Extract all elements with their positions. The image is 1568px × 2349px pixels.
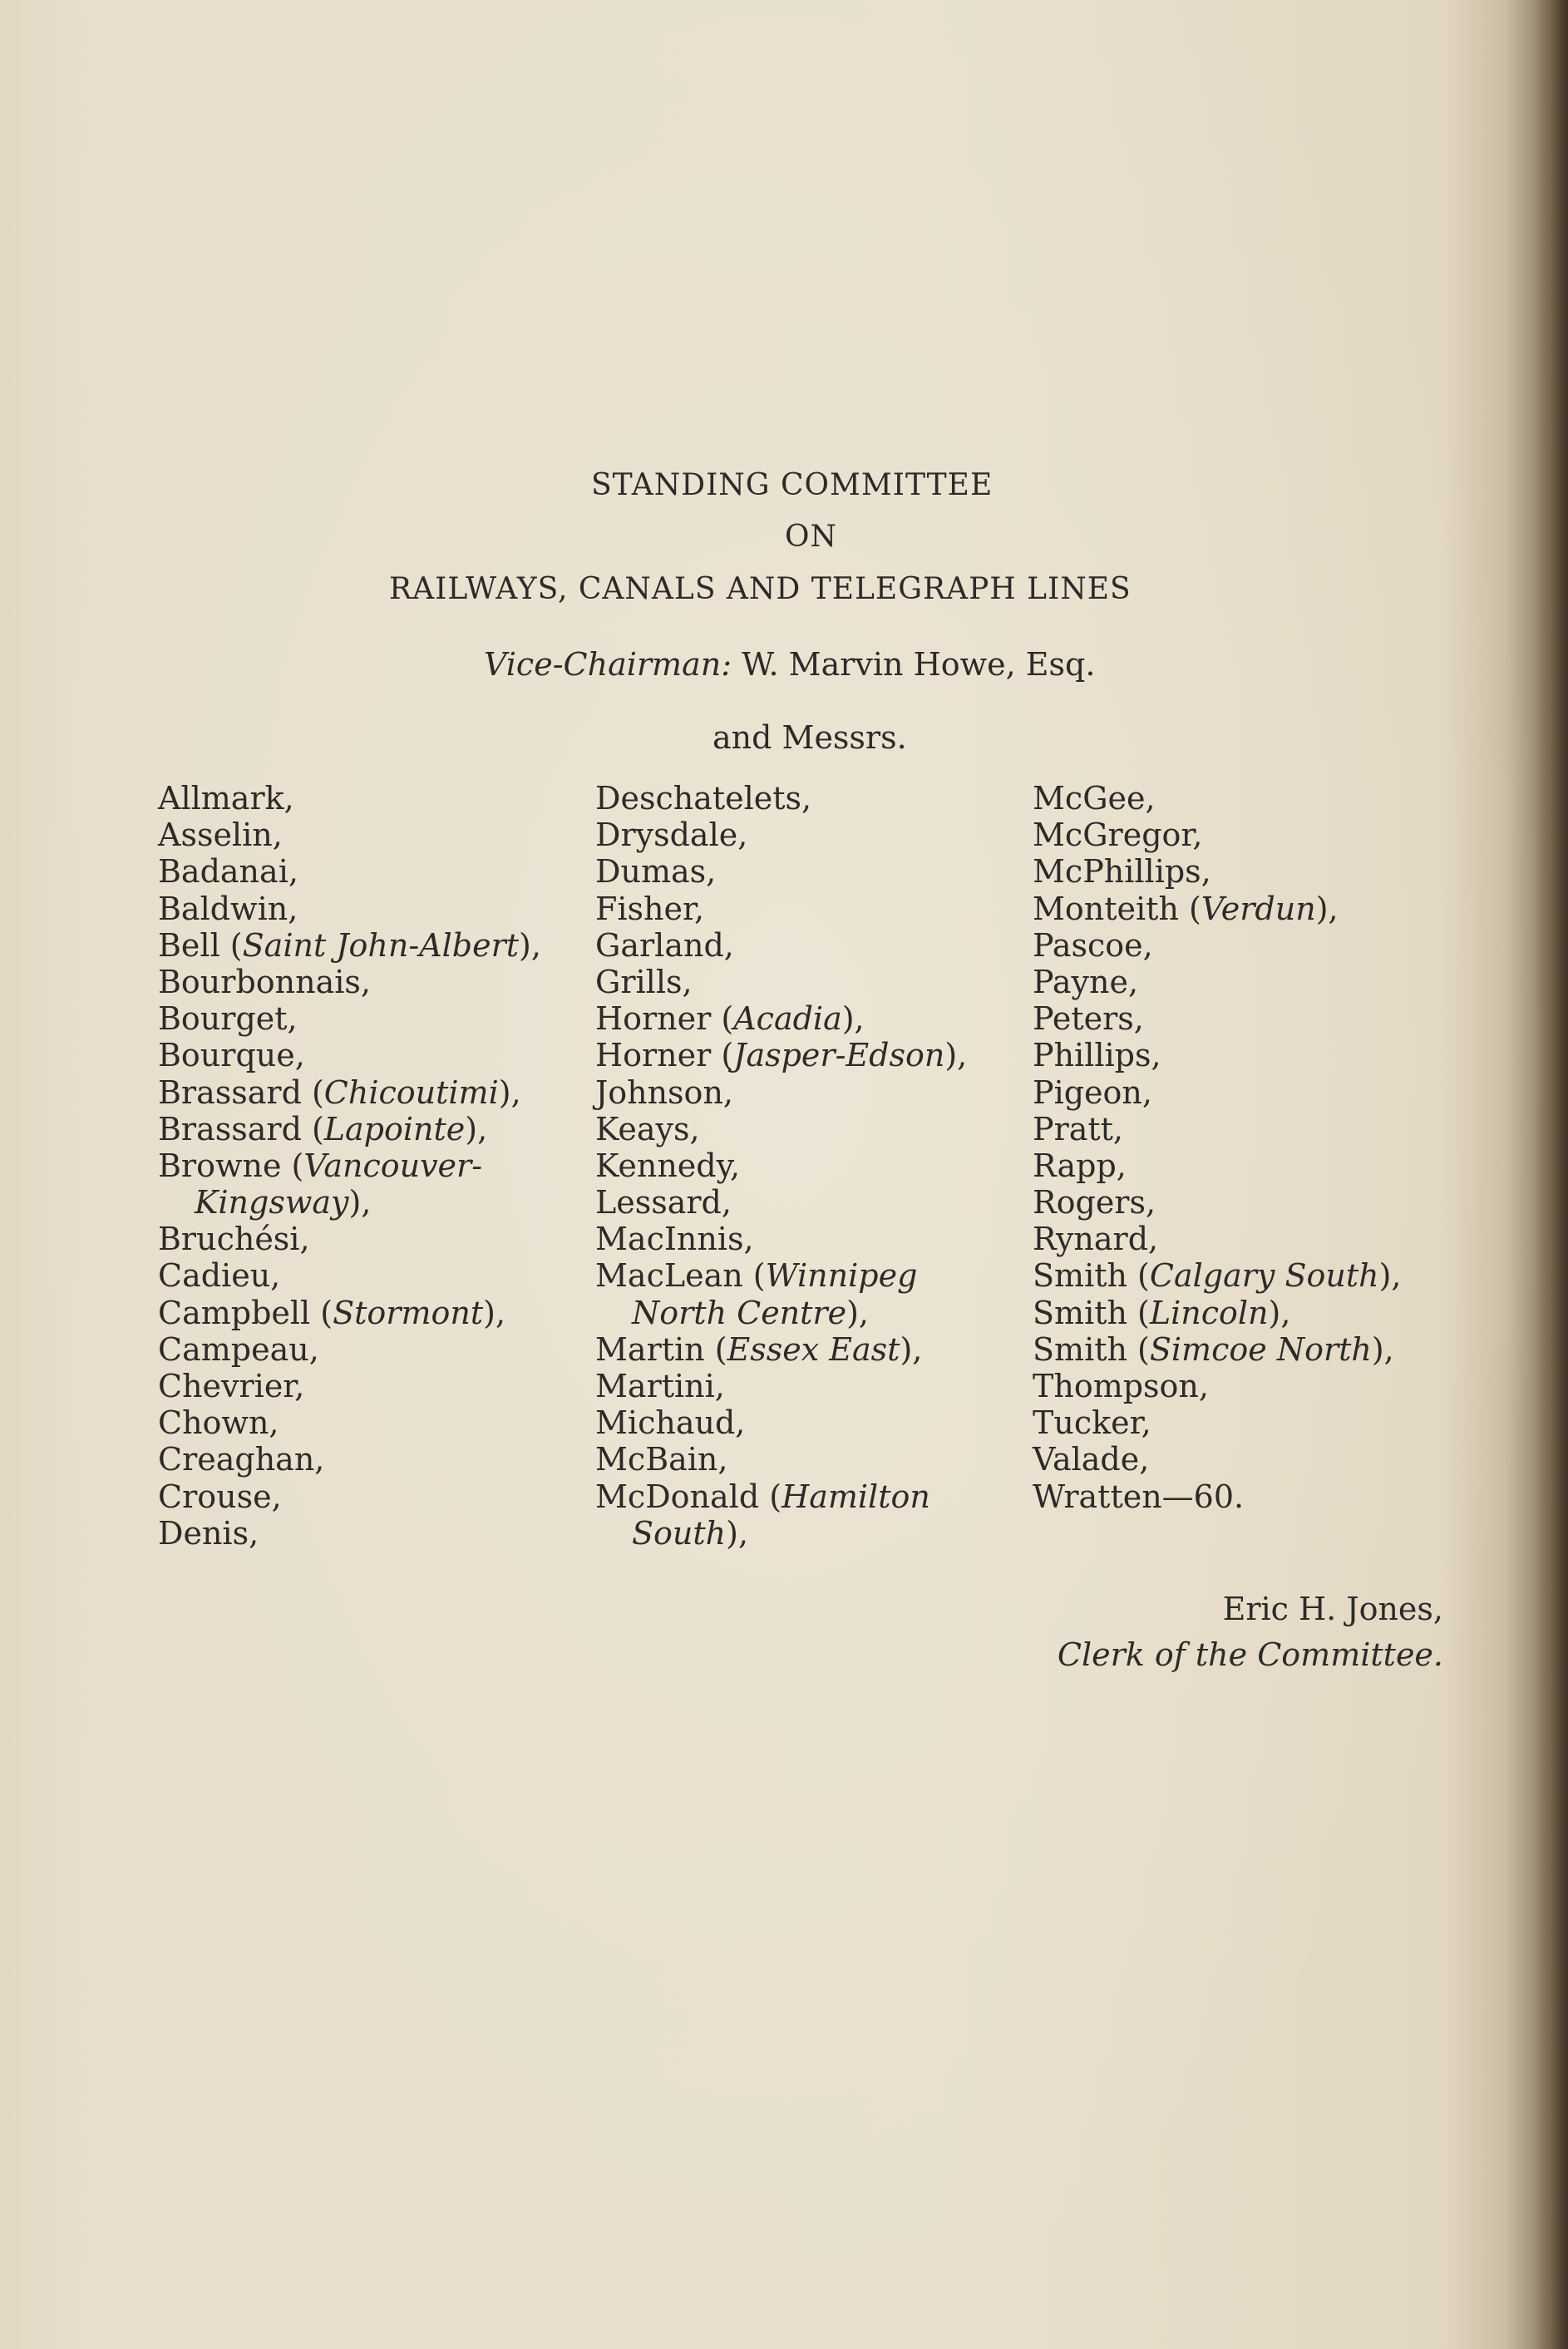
member-name: Deschatelets, <box>595 780 812 817</box>
member-punctuation: ), <box>483 1294 506 1331</box>
member-name: Allmark, <box>158 780 294 817</box>
member-name: Johnson, <box>595 1073 733 1111</box>
member-entry <box>158 1037 541 1073</box>
member-entry <box>595 1111 967 1147</box>
member-riding: Jasper-Edson <box>733 1037 945 1074</box>
member-riding: Hamilton <box>782 1478 930 1515</box>
member-punctuation: ), <box>944 1037 968 1074</box>
member-entry <box>1033 1478 1402 1515</box>
member-column-2 <box>595 780 967 1552</box>
member-name: Martini, <box>595 1368 725 1404</box>
member-name: Cadieu, <box>158 1257 281 1295</box>
clerk-name: Eric H. Jones, <box>1222 1591 1443 1627</box>
member-entry <box>595 1368 967 1404</box>
member-name: Smith ( <box>1033 1257 1150 1295</box>
member-name: Crouse, <box>158 1478 282 1515</box>
member-entry <box>158 1257 541 1294</box>
member-riding: Lapointe <box>323 1110 466 1147</box>
member-entry <box>595 1147 967 1184</box>
member-name: Garland, <box>595 926 734 964</box>
member-entry <box>158 780 541 817</box>
member-name: Pratt, <box>1033 1110 1124 1147</box>
member-entry <box>595 1000 967 1037</box>
member-name: Dumas, <box>595 853 717 891</box>
member-riding: South <box>632 1514 727 1552</box>
member-entry <box>595 1515 967 1552</box>
member-name: Brassard ( <box>158 1110 324 1147</box>
vice-chairman-label: Vice-Chairman: <box>484 646 732 683</box>
member-name: Rapp, <box>1033 1147 1127 1184</box>
member-entry <box>158 964 541 1000</box>
member-name: Chown, <box>158 1404 279 1442</box>
member-name: Bourque, <box>158 1037 305 1074</box>
member-name: Wratten—60. <box>1033 1478 1245 1515</box>
member-entry <box>158 1478 541 1515</box>
member-column-1 <box>158 780 541 1552</box>
member-name: Kennedy, <box>595 1147 741 1184</box>
member-name: Payne, <box>1033 963 1139 1000</box>
member-punctuation: ), <box>846 1294 869 1331</box>
member-name: Brassard ( <box>158 1073 324 1111</box>
heading-line-3: RAILWAYS, CANALS AND TELEGRAPH LINES <box>389 572 1132 606</box>
member-entry <box>158 1184 541 1221</box>
member-name: Fisher, <box>595 890 705 927</box>
member-entry <box>595 1037 967 1073</box>
member-entry <box>1033 891 1402 927</box>
member-name: MacLean ( <box>595 1257 766 1295</box>
member-column-3 <box>1033 780 1402 1515</box>
member-entry <box>158 1515 541 1552</box>
member-name: Creaghan, <box>158 1441 325 1478</box>
member-entry <box>158 1404 541 1441</box>
member-name: McPhillips, <box>1033 853 1211 891</box>
member-riding: Verdun <box>1201 890 1316 927</box>
member-riding: Essex East <box>727 1330 900 1368</box>
member-entry <box>1033 1000 1402 1037</box>
member-punctuation: ), <box>841 1000 865 1038</box>
member-name: Horner ( <box>595 1037 734 1074</box>
member-entry <box>1033 1184 1402 1221</box>
member-name: Monteith ( <box>1033 890 1201 927</box>
member-name: MacInnis, <box>595 1221 754 1258</box>
member-entry <box>595 853 967 890</box>
member-entry <box>595 964 967 1000</box>
member-entry <box>595 817 967 853</box>
and-messrs: and Messrs. <box>713 719 907 756</box>
member-entry <box>158 1441 541 1478</box>
member-entry <box>158 1000 541 1037</box>
member-entry <box>1033 927 1402 964</box>
member-riding: Lincoln <box>1149 1294 1269 1331</box>
member-punctuation: ), <box>900 1330 923 1368</box>
member-entry <box>158 1074 541 1111</box>
member-name: Chevrier, <box>158 1368 305 1404</box>
member-name: Bruchési, <box>158 1221 310 1258</box>
member-name: McGee, <box>1033 780 1156 817</box>
member-name: Rogers, <box>1033 1184 1156 1221</box>
member-name: Baldwin, <box>158 890 298 927</box>
member-name: Phillips, <box>1033 1037 1161 1074</box>
member-name: Asselin, <box>158 817 283 854</box>
member-entry <box>158 1221 541 1257</box>
member-entry <box>1033 1221 1402 1257</box>
member-name: Rynard, <box>1033 1221 1159 1258</box>
member-entry <box>1033 780 1402 817</box>
member-name: Badanai, <box>158 853 298 891</box>
member-riding: Kingsway <box>195 1184 349 1221</box>
member-entry <box>595 1478 967 1515</box>
member-name: Pigeon, <box>1033 1073 1152 1111</box>
member-name: Valade, <box>1033 1441 1150 1478</box>
page-edge-shadow <box>1535 0 1568 2349</box>
member-name: Smith ( <box>1033 1330 1150 1368</box>
member-entry <box>158 1368 541 1404</box>
member-name: Denis, <box>158 1514 259 1552</box>
member-punctuation: ), <box>498 1073 521 1111</box>
member-punctuation: ), <box>1268 1294 1291 1331</box>
member-riding: North Centre <box>632 1294 847 1331</box>
member-name: Martin ( <box>595 1330 727 1368</box>
member-name: Bourbonnais, <box>158 963 371 1000</box>
member-entry <box>158 891 541 927</box>
clerk-title: Clerk of the Committee. <box>1057 1636 1443 1673</box>
member-entry <box>1033 853 1402 890</box>
member-entry <box>595 1331 967 1368</box>
member-entry <box>1033 817 1402 853</box>
member-name: McGregor, <box>1033 817 1203 854</box>
member-entry <box>1033 1147 1402 1184</box>
member-entry <box>158 1295 541 1331</box>
member-name: McDonald ( <box>595 1478 782 1515</box>
member-entry <box>1033 1111 1402 1147</box>
member-name: Drysdale, <box>595 817 748 854</box>
member-entry <box>158 1111 541 1147</box>
member-entry <box>595 780 967 817</box>
member-riding: Stormont <box>333 1294 484 1331</box>
member-entry <box>158 927 541 964</box>
member-entry <box>595 1074 967 1111</box>
vice-chairman-name: W. Marvin Howe, Esq. <box>732 646 1096 683</box>
member-entry <box>595 1295 967 1331</box>
member-entry <box>158 853 541 890</box>
member-entry <box>1033 1295 1402 1331</box>
member-entry <box>1033 1368 1402 1404</box>
member-entry <box>1033 1331 1402 1368</box>
member-name: Thompson, <box>1033 1368 1209 1404</box>
member-punctuation: ), <box>1371 1330 1394 1368</box>
member-name: Lessard, <box>595 1184 732 1221</box>
member-punctuation: ), <box>519 926 541 964</box>
member-name: Campeau, <box>158 1330 319 1368</box>
member-name: Tucker, <box>1033 1404 1151 1442</box>
member-punctuation: ), <box>465 1110 488 1147</box>
member-entry <box>1033 1441 1402 1478</box>
member-entry <box>158 817 541 853</box>
member-riding: Calgary South <box>1149 1257 1379 1295</box>
member-name: Pascoe, <box>1033 926 1153 964</box>
member-entry <box>595 1257 967 1294</box>
member-riding: Winnipeg <box>765 1257 918 1295</box>
member-name: McBain, <box>595 1441 728 1478</box>
member-riding: Saint John-Albert <box>242 926 520 964</box>
member-name: Campbell ( <box>158 1294 333 1331</box>
member-entry <box>595 1404 967 1441</box>
member-entry <box>595 927 967 964</box>
member-name: Peters, <box>1033 1000 1144 1038</box>
member-entry <box>595 891 967 927</box>
member-entry <box>158 1331 541 1368</box>
member-entry <box>1033 1074 1402 1111</box>
member-riding: Acadia <box>733 1000 842 1038</box>
member-name: Keays, <box>595 1110 700 1147</box>
member-name: Bourget, <box>158 1000 298 1038</box>
member-riding: Vancouver- <box>303 1147 483 1184</box>
member-punctuation: ), <box>1378 1257 1402 1295</box>
member-entry <box>1033 1257 1402 1294</box>
heading-line-1: STANDING COMMITTEE <box>591 468 994 502</box>
member-entry <box>158 1147 541 1184</box>
member-riding: Simcoe North <box>1149 1330 1372 1368</box>
member-name: Bell ( <box>158 926 243 964</box>
member-entry <box>1033 964 1402 1000</box>
member-name: Smith ( <box>1033 1294 1150 1331</box>
vice-chairman-line <box>484 646 1096 683</box>
heading-line-2: ON <box>785 520 838 554</box>
member-entry <box>1033 1404 1402 1441</box>
member-punctuation: ), <box>348 1184 372 1221</box>
member-punctuation: ), <box>1315 890 1339 927</box>
member-name: Browne ( <box>158 1147 304 1184</box>
member-entry <box>595 1221 967 1257</box>
member-name: Grills, <box>595 963 693 1000</box>
signature-block <box>1058 1587 1443 1678</box>
member-entry <box>595 1184 967 1221</box>
member-name: Horner ( <box>595 1000 734 1038</box>
member-entry <box>595 1441 967 1478</box>
member-name: Michaud, <box>595 1404 746 1442</box>
member-entry <box>1033 1037 1402 1073</box>
member-riding: Chicoutimi <box>323 1073 499 1111</box>
member-punctuation: ), <box>726 1514 749 1552</box>
